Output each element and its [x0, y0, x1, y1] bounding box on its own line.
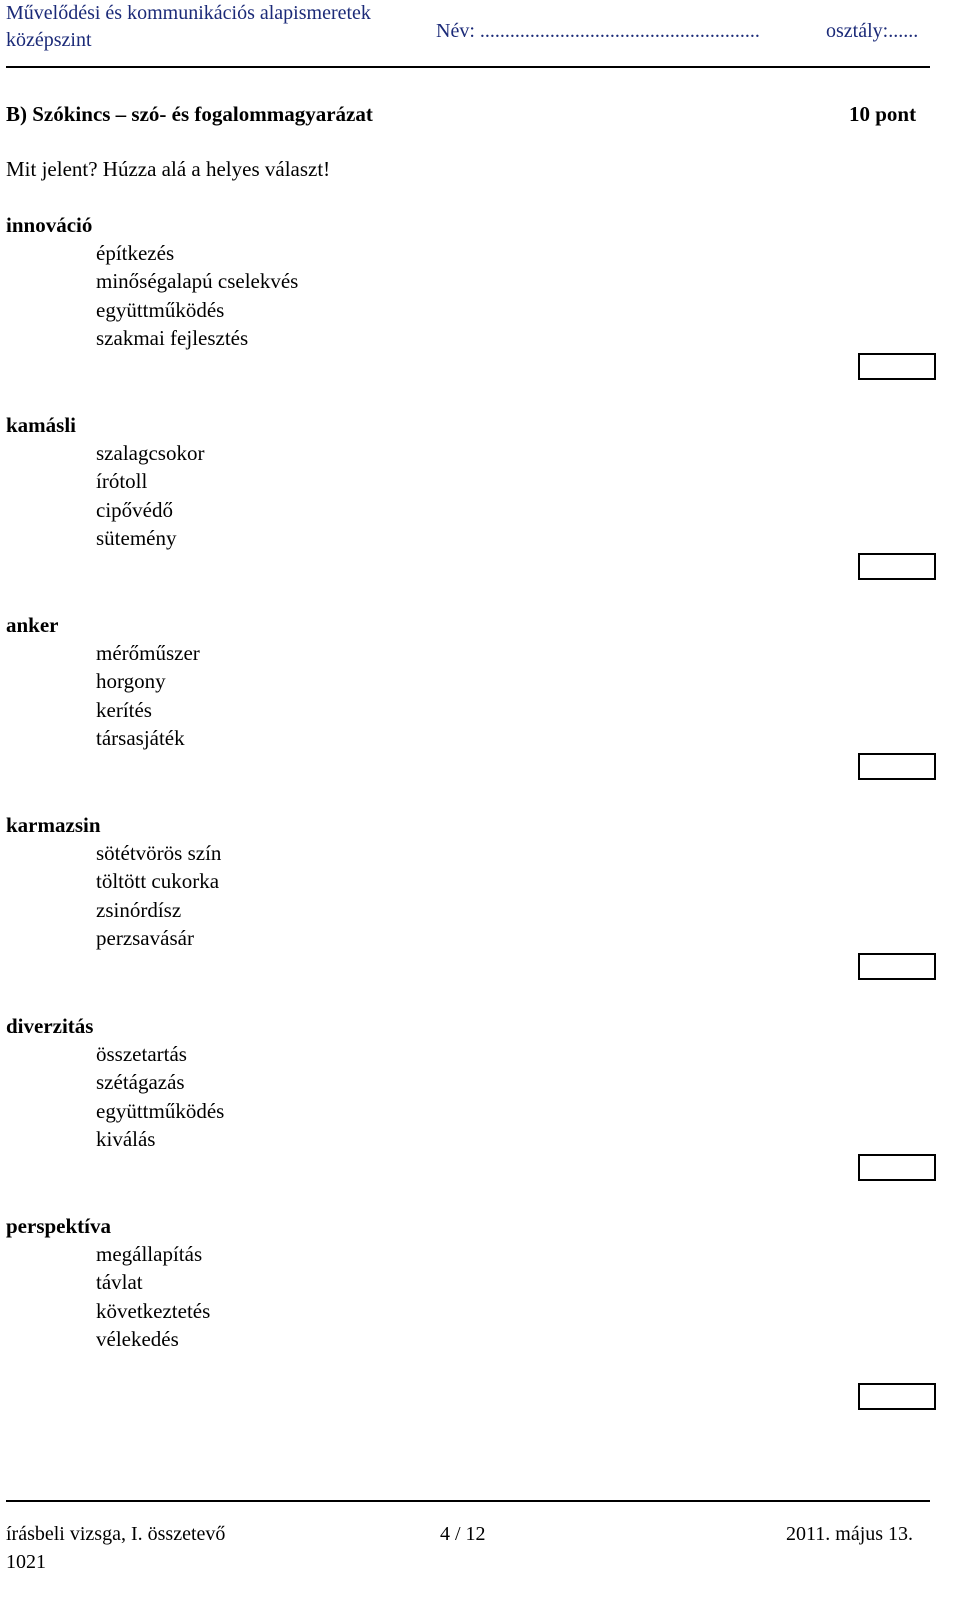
answer-option[interactable]: vélekedés — [96, 1326, 179, 1351]
score-box[interactable] — [858, 953, 936, 980]
question-term: diverzitás — [6, 1014, 94, 1038]
level-label: középszint — [6, 29, 92, 51]
question-term: innováció — [6, 213, 93, 237]
answer-option[interactable]: szalagcsokor — [96, 441, 205, 465]
score-box[interactable] — [858, 553, 936, 580]
class-field-label: osztály:...... — [826, 20, 919, 42]
question-term: anker — [6, 613, 59, 637]
answer-option[interactable]: építkezés — [96, 241, 175, 265]
exam-label: írásbeli vizsga, I. összetevő — [6, 1523, 226, 1545]
score-box[interactable] — [858, 753, 936, 780]
answer-option[interactable]: kiválás — [96, 1126, 156, 1151]
answer-option[interactable]: mérőműszer — [96, 641, 200, 665]
answer-option[interactable]: együttműködés — [96, 297, 225, 322]
answer-option[interactable]: társasjáték — [96, 725, 185, 750]
footer-rule — [6, 1500, 930, 1502]
answer-option[interactable]: sötétvörös szín — [96, 841, 222, 865]
answer-option[interactable]: kerítés — [96, 697, 152, 722]
name-field-label: Név: ........................................................ — [436, 20, 760, 42]
question-term: karmazsin — [6, 813, 101, 837]
section-title: B) Szókincs – szó- és fogalommagyarázat — [6, 102, 373, 126]
exam-code: 1021 — [6, 1551, 46, 1573]
question-term: perspektíva — [6, 1214, 111, 1238]
answer-option[interactable]: megállapítás — [96, 1242, 203, 1266]
answer-option[interactable]: töltött cukorka — [96, 869, 220, 894]
score-box[interactable] — [858, 1383, 936, 1410]
option-list — [96, 239, 298, 352]
score-box[interactable] — [858, 353, 936, 380]
instruction-text: Mit jelent? Húzza alá a helyes választ! — [6, 157, 331, 181]
option-list — [96, 1240, 210, 1353]
question-term: kamásli — [6, 413, 77, 437]
option-list — [96, 639, 200, 752]
answer-option[interactable]: horgony — [96, 669, 166, 694]
answer-option[interactable]: szakmai fejlesztés — [96, 325, 249, 350]
page-number: 4 / 12 — [440, 1523, 486, 1545]
answer-option[interactable]: összetartás — [96, 1042, 187, 1066]
option-list — [96, 1040, 224, 1153]
answer-option[interactable]: cipővédő — [96, 497, 173, 522]
subject-title: Művelődési és kommunikációs alapismeretek — [6, 2, 371, 24]
answer-option[interactable]: sütemény — [96, 525, 177, 550]
answer-option[interactable]: következtetés — [96, 1298, 211, 1323]
answer-option[interactable]: távlat — [96, 1270, 143, 1295]
answer-option[interactable]: szétágazás — [96, 1070, 185, 1095]
section-points: 10 pont — [849, 102, 917, 126]
answer-option[interactable]: perzsavásár — [96, 925, 194, 950]
score-box[interactable] — [858, 1154, 936, 1181]
option-list — [96, 839, 221, 952]
option-list — [96, 439, 204, 552]
answer-option[interactable]: együttműködés — [96, 1098, 225, 1123]
exam-date: 2011. május 13. — [786, 1523, 914, 1545]
answer-option[interactable]: minőségalapú cselekvés — [96, 269, 299, 294]
answer-option[interactable]: zsinórdísz — [96, 897, 182, 922]
header-rule — [6, 66, 930, 68]
answer-option[interactable]: írótoll — [96, 469, 148, 494]
